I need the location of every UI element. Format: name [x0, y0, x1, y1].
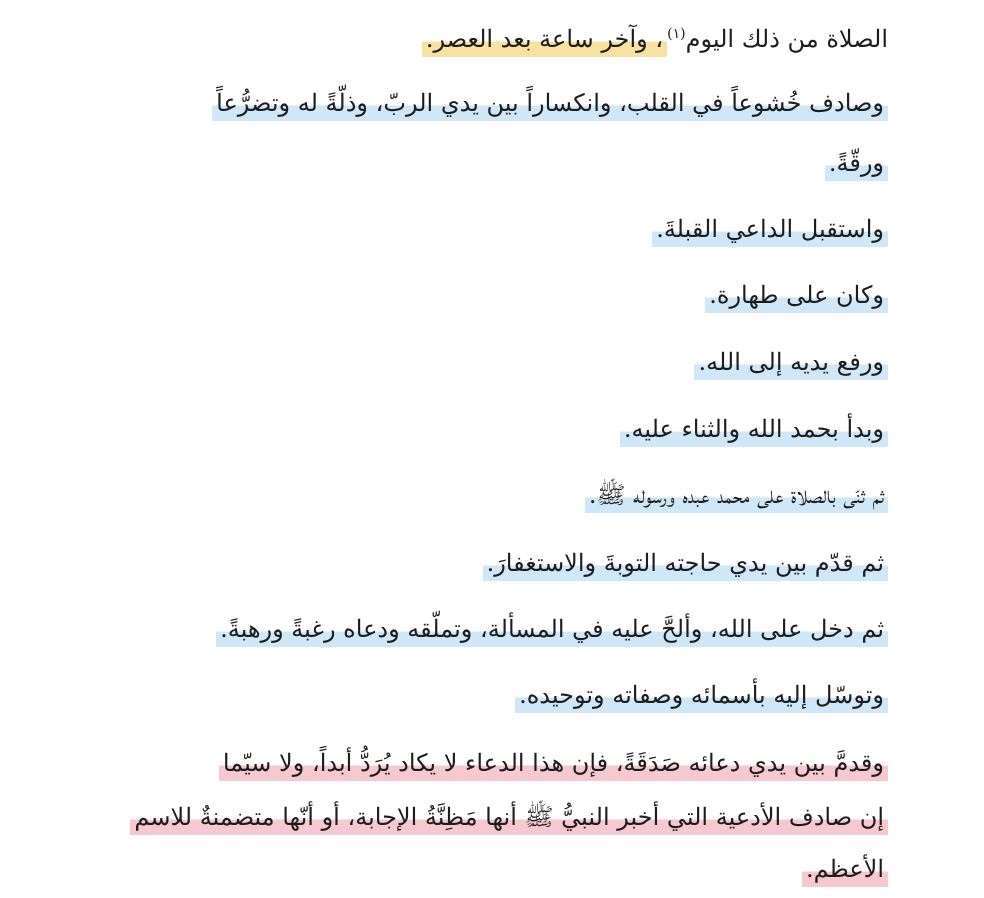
text-line-6: [60, 345, 888, 379]
line-8-highlight: ثم ثنّى بالصلاة على محمد عبده ورسوله ﷺ.: [585, 481, 888, 513]
text-line-3: [60, 146, 888, 180]
text-line-1: [60, 22, 888, 56]
line-10-highlight: ثم دخل على الله، وألحَّ عليه في المسألة، وتملّقه ودعاه رغبةً ورهبةً.: [216, 615, 888, 647]
text-line-4: [60, 212, 888, 246]
text-line-10: [60, 612, 888, 646]
line-6-highlight: ورفع يديه إلى الله.: [694, 348, 888, 380]
text-line-5: [60, 278, 888, 312]
line-4-highlight: واستقبل الداعي القبلةَ.: [652, 215, 888, 247]
line-9-highlight: ثم قدّم بين يدي حاجته التوبةَ والاستغفارَ.: [483, 549, 888, 581]
line-13-highlight: إن صادف الأدعية التي أخبر النبيُّ ﷺ أنها مَظِنَّةُ الإجابة، أو أنّها متضمنةٌ للاسم: [130, 803, 888, 835]
text-line-13: [60, 800, 888, 834]
line-3-highlight: ورقّةً.: [825, 149, 888, 181]
text-line-7: [60, 412, 888, 446]
line-5-highlight: وكان على طهارة.: [705, 281, 888, 313]
line-14-highlight: الأعظم.: [802, 855, 888, 887]
line-1-plain-text: الصلاة من ذلك اليوم: [685, 25, 888, 53]
line-12-highlight: وقدمَّ بين يدي دعائه صَدَقَةً، فإن هذا الدعاء لا يكاد يُرَدُّ أبداً، ولا سيّما: [219, 749, 888, 781]
text-line-12: [60, 746, 888, 780]
line-11-highlight: وتوسّل إليه بأسمائه وصفاته وتوحيده.: [515, 681, 888, 713]
line-7-highlight: وبدأ بحمد الله والثناء عليه.: [620, 415, 888, 447]
text-line-9: [60, 546, 888, 580]
text-line-11: [60, 678, 888, 712]
text-line-2: [60, 86, 888, 120]
line-2-highlight: وصادف خُشوعاً في القلب، وانكساراً بين يدي الربّ، وذلّةً له وتضرُّعاً: [212, 89, 888, 121]
footnote-marker[interactable]: (١): [667, 26, 686, 42]
text-line-14: [60, 852, 888, 886]
line-1-highlight: ، وآخر ساعة بعد العصر.: [422, 25, 667, 57]
text-line-8: [60, 478, 888, 512]
